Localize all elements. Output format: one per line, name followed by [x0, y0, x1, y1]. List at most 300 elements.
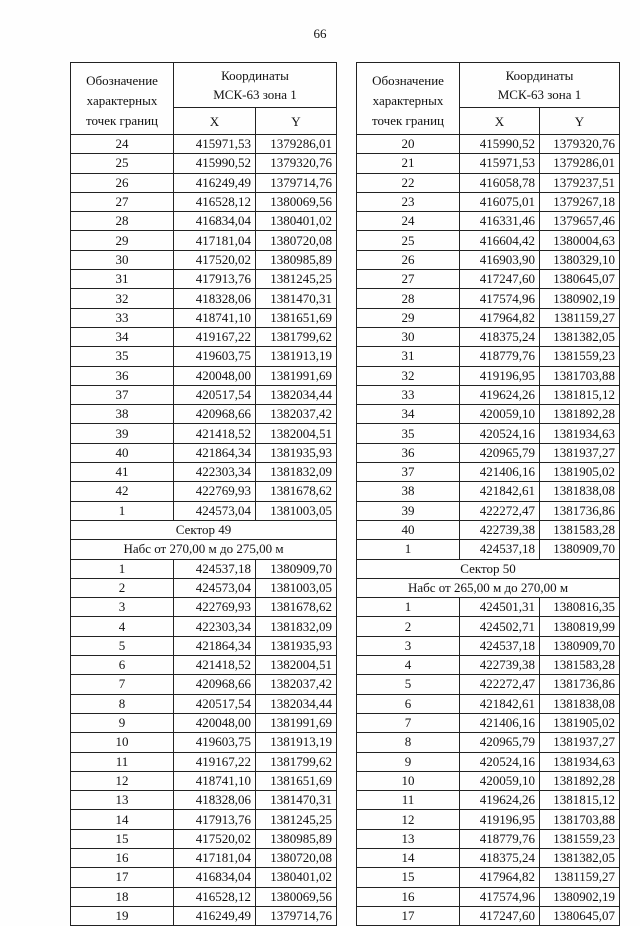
- point-number-cell: 34: [71, 327, 174, 346]
- table-row: [357, 848, 620, 867]
- table-row: [357, 231, 620, 250]
- table-row: [357, 482, 620, 501]
- x-coordinate-cell: 419603,75: [174, 347, 256, 366]
- table-row: [357, 173, 620, 192]
- point-number-cell: 28: [357, 289, 460, 308]
- y-coordinate-cell: 1382034,44: [256, 385, 337, 404]
- point-number-cell: 27: [71, 192, 174, 211]
- table-row: [71, 231, 337, 250]
- x-coordinate-cell: 417913,76: [174, 270, 256, 289]
- table-row: [71, 791, 337, 810]
- section-row: [357, 578, 620, 597]
- x-coordinate-cell: 419196,95: [460, 366, 540, 385]
- point-number-cell: 17: [71, 868, 174, 887]
- y-coordinate-cell: 1381913,19: [256, 347, 337, 366]
- point-number-cell: 26: [357, 250, 460, 269]
- designation-header-line: характерных: [86, 92, 158, 108]
- x-coordinate-cell: 420048,00: [174, 366, 256, 385]
- table-row: [71, 906, 337, 925]
- y-coordinate-cell: 1381159,27: [540, 868, 620, 887]
- table-row: [71, 733, 337, 752]
- point-number-cell: 4: [357, 656, 460, 675]
- x-coordinate-cell: 420965,79: [460, 733, 540, 752]
- point-number-cell: 13: [71, 791, 174, 810]
- y-coordinate-cell: 1381937,27: [540, 733, 620, 752]
- y-coordinate-cell: 1379267,18: [540, 192, 620, 211]
- x-coordinate-cell: 418328,06: [174, 289, 256, 308]
- table-row: [357, 347, 620, 366]
- table-row: [357, 250, 620, 269]
- point-number-cell: 5: [71, 636, 174, 655]
- coordinates-header-line: МСК-63 зона 1: [497, 87, 582, 102]
- x-coordinate-cell: 421406,16: [460, 463, 540, 482]
- x-coordinate-cell: 417964,82: [460, 308, 540, 327]
- table-row: [357, 868, 620, 887]
- table-row: [357, 192, 620, 211]
- table-body: [71, 135, 337, 926]
- y-coordinate-cell: 1381245,25: [256, 270, 337, 289]
- table-row: [357, 385, 620, 404]
- point-number-cell: 21: [357, 154, 460, 173]
- point-number-cell: 28: [71, 212, 174, 231]
- table-row: [357, 636, 620, 655]
- x-coordinate-cell: 416249,49: [174, 906, 256, 925]
- y-coordinate-cell: 1381815,12: [540, 791, 620, 810]
- point-number-cell: 7: [71, 675, 174, 694]
- table-row: [71, 385, 337, 404]
- point-number-cell: 35: [357, 424, 460, 443]
- table-row: [357, 675, 620, 694]
- table-row: [71, 289, 337, 308]
- table-row: [357, 212, 620, 231]
- x-coordinate-cell: 416528,12: [174, 887, 256, 906]
- point-number-cell: 34: [357, 405, 460, 424]
- y-coordinate-cell: 1380902,19: [540, 289, 620, 308]
- x-coordinate-cell: 424573,04: [174, 578, 256, 597]
- point-number-cell: 15: [71, 829, 174, 848]
- point-number-cell: 26: [71, 173, 174, 192]
- table-row: [357, 520, 620, 539]
- y-coordinate-cell: 1379714,76: [256, 906, 337, 925]
- y-coordinate-cell: 1382037,42: [256, 675, 337, 694]
- section-row: [71, 520, 337, 539]
- table-row: [357, 443, 620, 462]
- table-row: [357, 540, 620, 559]
- table-header: [357, 63, 620, 135]
- y-coordinate-cell: 1380902,19: [540, 887, 620, 906]
- x-coordinate-cell: 418741,10: [174, 308, 256, 327]
- x-coordinate-cell: 417181,04: [174, 848, 256, 867]
- point-number-cell: 40: [357, 520, 460, 539]
- coordinates-header-line: Координаты: [221, 68, 289, 83]
- y-coordinate-cell: 1382004,51: [256, 424, 337, 443]
- table-row: [71, 424, 337, 443]
- designation-header-line: характерных: [372, 92, 444, 108]
- table-row: [71, 887, 337, 906]
- point-number-cell: 33: [71, 308, 174, 327]
- x-coordinate-cell: 420517,54: [174, 385, 256, 404]
- table-row: [71, 327, 337, 346]
- designation-header-line: Обозначение: [86, 72, 158, 88]
- point-number-cell: 30: [357, 327, 460, 346]
- x-coordinate-cell: 416528,12: [174, 192, 256, 211]
- y-coordinate-cell: 1381559,23: [540, 347, 620, 366]
- point-number-cell: 36: [357, 443, 460, 462]
- table-row: [71, 559, 337, 578]
- point-number-cell: 29: [71, 231, 174, 250]
- table-row: [71, 675, 337, 694]
- table-row: [357, 906, 620, 925]
- coordinates-header: [460, 63, 620, 108]
- y-coordinate-cell: 1381703,88: [540, 366, 620, 385]
- y-coordinate-cell: 1381815,12: [540, 385, 620, 404]
- y-coordinate-cell: 1380645,07: [540, 270, 620, 289]
- point-number-cell: 29: [357, 308, 460, 327]
- x-coordinate-cell: 420048,00: [174, 713, 256, 732]
- y-coordinate-cell: 1381991,69: [256, 713, 337, 732]
- y-coordinate-cell: 1381892,28: [540, 405, 620, 424]
- point-number-cell: 31: [357, 347, 460, 366]
- y-coordinate-cell: 1381838,08: [540, 694, 620, 713]
- coordinates-header: [174, 63, 337, 108]
- x-coordinate-cell: 424573,04: [174, 501, 256, 520]
- point-number-cell: 31: [71, 270, 174, 289]
- y-coordinate-cell: 1381159,27: [540, 308, 620, 327]
- table-row: [71, 848, 337, 867]
- table-row: [357, 617, 620, 636]
- table-row: [357, 810, 620, 829]
- x-coordinate-cell: 421418,52: [174, 656, 256, 675]
- point-number-cell: 1: [357, 598, 460, 617]
- y-coordinate-cell: 1381003,05: [256, 501, 337, 520]
- point-number-cell: 38: [357, 482, 460, 501]
- section-row: [71, 540, 337, 559]
- table-row: [357, 771, 620, 790]
- table-row: [357, 791, 620, 810]
- point-number-cell: 5: [357, 675, 460, 694]
- point-number-cell: 24: [357, 212, 460, 231]
- table-row: [71, 578, 337, 597]
- table-row: [71, 173, 337, 192]
- y-coordinate-cell: 1381703,88: [540, 810, 620, 829]
- x-coordinate-cell: 421418,52: [174, 424, 256, 443]
- x-coordinate-cell: 419624,26: [460, 791, 540, 810]
- x-coordinate-cell: 418741,10: [174, 771, 256, 790]
- table-row: [357, 829, 620, 848]
- point-number-cell: 19: [71, 906, 174, 925]
- x-coordinate-cell: 417520,02: [174, 829, 256, 848]
- x-coordinate-cell: 424502,71: [460, 617, 540, 636]
- point-number-cell: 17: [357, 906, 460, 925]
- designation-header: [357, 63, 460, 135]
- y-coordinate-cell: 1381892,28: [540, 771, 620, 790]
- y-coordinate-cell: 1381934,63: [540, 424, 620, 443]
- table-row: [71, 810, 337, 829]
- section-label: Сектор 49: [71, 520, 337, 539]
- point-number-cell: 11: [71, 752, 174, 771]
- table-row: [357, 694, 620, 713]
- y-coordinate-cell: 1382037,42: [256, 405, 337, 424]
- y-coordinate-cell: 1379237,51: [540, 173, 620, 192]
- y-coordinate-cell: 1381470,31: [256, 289, 337, 308]
- y-coordinate-cell: 1380329,10: [540, 250, 620, 269]
- y-coordinate-cell: 1381651,69: [256, 771, 337, 790]
- table-row: [357, 366, 620, 385]
- y-coordinate-cell: 1381905,02: [540, 463, 620, 482]
- x-coordinate-cell: 418779,76: [460, 829, 540, 848]
- x-coordinate-cell: 422739,38: [460, 520, 540, 539]
- x-coordinate-cell: 421842,61: [460, 482, 540, 501]
- y-coordinate-cell: 1381913,19: [256, 733, 337, 752]
- x-coordinate-cell: 417913,76: [174, 810, 256, 829]
- point-number-cell: 40: [71, 443, 174, 462]
- point-number-cell: 24: [71, 135, 174, 154]
- x-coordinate-cell: 417574,96: [460, 887, 540, 906]
- x-header: X: [174, 108, 256, 135]
- table-row: [357, 887, 620, 906]
- x-coordinate-cell: 420968,66: [174, 405, 256, 424]
- point-number-cell: 10: [357, 771, 460, 790]
- point-number-cell: 16: [71, 848, 174, 867]
- table-row: [357, 327, 620, 346]
- table-row: [71, 135, 337, 154]
- point-number-cell: 27: [357, 270, 460, 289]
- x-coordinate-cell: 420524,16: [460, 424, 540, 443]
- x-coordinate-cell: 422769,93: [174, 598, 256, 617]
- point-number-cell: 7: [357, 713, 460, 732]
- designation-header-line: точек границ: [371, 112, 445, 128]
- x-header: X: [460, 108, 540, 135]
- x-coordinate-cell: 424501,31: [460, 598, 540, 617]
- y-coordinate-cell: 1380645,07: [540, 906, 620, 925]
- y-coordinate-cell: 1380069,56: [256, 192, 337, 211]
- x-coordinate-cell: 416903,90: [460, 250, 540, 269]
- x-coordinate-cell: 420059,10: [460, 771, 540, 790]
- y-coordinate-cell: 1379714,76: [256, 173, 337, 192]
- point-number-cell: 37: [71, 385, 174, 404]
- x-coordinate-cell: 416058,78: [460, 173, 540, 192]
- y-coordinate-cell: 1381382,05: [540, 327, 620, 346]
- point-number-cell: 9: [71, 713, 174, 732]
- x-coordinate-cell: 421406,16: [460, 713, 540, 732]
- point-number-cell: 42: [71, 482, 174, 501]
- y-coordinate-cell: 1381905,02: [540, 713, 620, 732]
- section-label: Набс от 265,00 м до 270,00 м: [357, 578, 620, 597]
- point-number-cell: 12: [357, 810, 460, 829]
- page-number: 66: [313, 26, 327, 41]
- x-coordinate-cell: 419603,75: [174, 733, 256, 752]
- x-coordinate-cell: 415971,53: [460, 154, 540, 173]
- section-row: [357, 559, 620, 578]
- point-number-cell: 16: [357, 887, 460, 906]
- x-coordinate-cell: 418779,76: [460, 347, 540, 366]
- y-coordinate-cell: 1380720,08: [256, 231, 337, 250]
- x-coordinate-cell: 422272,47: [460, 501, 540, 520]
- x-coordinate-cell: 415971,53: [174, 135, 256, 154]
- point-number-cell: 10: [71, 733, 174, 752]
- table-row: [357, 135, 620, 154]
- point-number-cell: 30: [71, 250, 174, 269]
- y-coordinate-cell: 1381245,25: [256, 810, 337, 829]
- point-number-cell: 9: [357, 752, 460, 771]
- table-row: [71, 636, 337, 655]
- y-coordinate-cell: 1381651,69: [256, 308, 337, 327]
- x-coordinate-cell: 415990,52: [460, 135, 540, 154]
- x-coordinate-cell: 416249,49: [174, 173, 256, 192]
- x-coordinate-cell: 420517,54: [174, 694, 256, 713]
- table-row: [71, 405, 337, 424]
- y-coordinate-cell: 1381736,86: [540, 501, 620, 520]
- table-row: [71, 829, 337, 848]
- table-row: [357, 270, 620, 289]
- x-coordinate-cell: 422272,47: [460, 675, 540, 694]
- y-coordinate-cell: 1381003,05: [256, 578, 337, 597]
- table-row: [357, 733, 620, 752]
- x-coordinate-cell: 415990,52: [174, 154, 256, 173]
- point-number-cell: 4: [71, 617, 174, 636]
- table-row: [71, 463, 337, 482]
- table-row: [71, 713, 337, 732]
- y-coordinate-cell: 1380985,89: [256, 829, 337, 848]
- coordinates-table-left: [70, 62, 337, 926]
- y-coordinate-cell: 1381583,28: [540, 520, 620, 539]
- x-coordinate-cell: 417964,82: [460, 868, 540, 887]
- table-row: [71, 250, 337, 269]
- y-coordinate-cell: 1379320,76: [256, 154, 337, 173]
- x-coordinate-cell: 424537,18: [174, 559, 256, 578]
- x-coordinate-cell: 416075,01: [460, 192, 540, 211]
- table-row: [357, 424, 620, 443]
- point-number-cell: 2: [357, 617, 460, 636]
- x-coordinate-cell: 421864,34: [174, 636, 256, 655]
- point-number-cell: 38: [71, 405, 174, 424]
- coordinates-table-right: [356, 62, 620, 926]
- table-row: [357, 289, 620, 308]
- coordinates-header-line: МСК-63 зона 1: [213, 87, 297, 102]
- x-coordinate-cell: 422739,38: [460, 656, 540, 675]
- y-coordinate-cell: 1382034,44: [256, 694, 337, 713]
- table-row: [357, 501, 620, 520]
- x-coordinate-cell: 417574,96: [460, 289, 540, 308]
- table-row: [357, 405, 620, 424]
- y-coordinate-cell: 1381935,93: [256, 443, 337, 462]
- y-coordinate-cell: 1380985,89: [256, 250, 337, 269]
- y-coordinate-cell: 1380401,02: [256, 868, 337, 887]
- point-number-cell: 32: [357, 366, 460, 385]
- table-header: [71, 63, 337, 135]
- table-row: [357, 598, 620, 617]
- point-number-cell: 25: [71, 154, 174, 173]
- x-coordinate-cell: 421864,34: [174, 443, 256, 462]
- point-number-cell: 6: [357, 694, 460, 713]
- y-coordinate-cell: 1379286,01: [256, 135, 337, 154]
- designation-header: [71, 63, 174, 135]
- x-coordinate-cell: 418375,24: [460, 327, 540, 346]
- table-row: [71, 270, 337, 289]
- y-coordinate-cell: 1382004,51: [256, 656, 337, 675]
- point-number-cell: 1: [357, 540, 460, 559]
- point-number-cell: 37: [357, 463, 460, 482]
- table-row: [71, 598, 337, 617]
- table-row: [71, 212, 337, 231]
- y-coordinate-cell: 1381832,09: [256, 617, 337, 636]
- point-number-cell: 33: [357, 385, 460, 404]
- table-row: [71, 656, 337, 675]
- point-number-cell: 1: [71, 559, 174, 578]
- y-coordinate-cell: 1380816,35: [540, 598, 620, 617]
- point-number-cell: 41: [71, 463, 174, 482]
- table-row: [71, 443, 337, 462]
- x-coordinate-cell: 420965,79: [460, 443, 540, 462]
- y-coordinate-cell: 1381991,69: [256, 366, 337, 385]
- point-number-cell: 11: [357, 791, 460, 810]
- y-coordinate-cell: 1381935,93: [256, 636, 337, 655]
- point-number-cell: 2: [71, 578, 174, 597]
- y-coordinate-cell: 1379286,01: [540, 154, 620, 173]
- point-number-cell: 36: [71, 366, 174, 385]
- y-coordinate-cell: 1380069,56: [256, 887, 337, 906]
- point-number-cell: 20: [357, 135, 460, 154]
- y-coordinate-cell: 1381799,62: [256, 752, 337, 771]
- table-row: [357, 463, 620, 482]
- x-coordinate-cell: 418375,24: [460, 848, 540, 867]
- x-coordinate-cell: 424537,18: [460, 540, 540, 559]
- table-row: [357, 308, 620, 327]
- y-coordinate-cell: 1381736,86: [540, 675, 620, 694]
- x-coordinate-cell: 417247,60: [460, 270, 540, 289]
- table-row: [71, 308, 337, 327]
- table-row: [71, 868, 337, 887]
- section-label: Сектор 50: [357, 559, 620, 578]
- point-number-cell: 13: [357, 829, 460, 848]
- y-coordinate-cell: 1381799,62: [256, 327, 337, 346]
- point-number-cell: 23: [357, 192, 460, 211]
- point-number-cell: 6: [71, 656, 174, 675]
- x-coordinate-cell: 424537,18: [460, 636, 540, 655]
- table-row: [71, 617, 337, 636]
- x-coordinate-cell: 417520,02: [174, 250, 256, 269]
- point-number-cell: 12: [71, 771, 174, 790]
- table-row: [357, 656, 620, 675]
- y-coordinate-cell: 1380909,70: [256, 559, 337, 578]
- point-number-cell: 15: [357, 868, 460, 887]
- y-coordinate-cell: 1380909,70: [540, 540, 620, 559]
- y-coordinate-cell: 1381382,05: [540, 848, 620, 867]
- y-coordinate-cell: 1380819,99: [540, 617, 620, 636]
- y-coordinate-cell: 1380004,63: [540, 231, 620, 250]
- x-coordinate-cell: 419167,22: [174, 327, 256, 346]
- designation-header-line: точек границ: [85, 112, 159, 128]
- y-coordinate-cell: 1380401,02: [256, 212, 337, 231]
- x-coordinate-cell: 420524,16: [460, 752, 540, 771]
- y-coordinate-cell: 1379320,76: [540, 135, 620, 154]
- y-coordinate-cell: 1381937,27: [540, 443, 620, 462]
- point-number-cell: 18: [71, 887, 174, 906]
- y-coordinate-cell: 1381838,08: [540, 482, 620, 501]
- table-row: [71, 366, 337, 385]
- table-row: [71, 347, 337, 366]
- point-number-cell: 14: [357, 848, 460, 867]
- y-coordinate-cell: 1380720,08: [256, 848, 337, 867]
- point-number-cell: 8: [71, 694, 174, 713]
- x-coordinate-cell: 417247,60: [460, 906, 540, 925]
- table-row: [357, 154, 620, 173]
- x-coordinate-cell: 420059,10: [460, 405, 540, 424]
- y-coordinate-cell: 1381678,62: [256, 598, 337, 617]
- table-row: [71, 501, 337, 520]
- y-coordinate-cell: 1381678,62: [256, 482, 337, 501]
- point-number-cell: 35: [71, 347, 174, 366]
